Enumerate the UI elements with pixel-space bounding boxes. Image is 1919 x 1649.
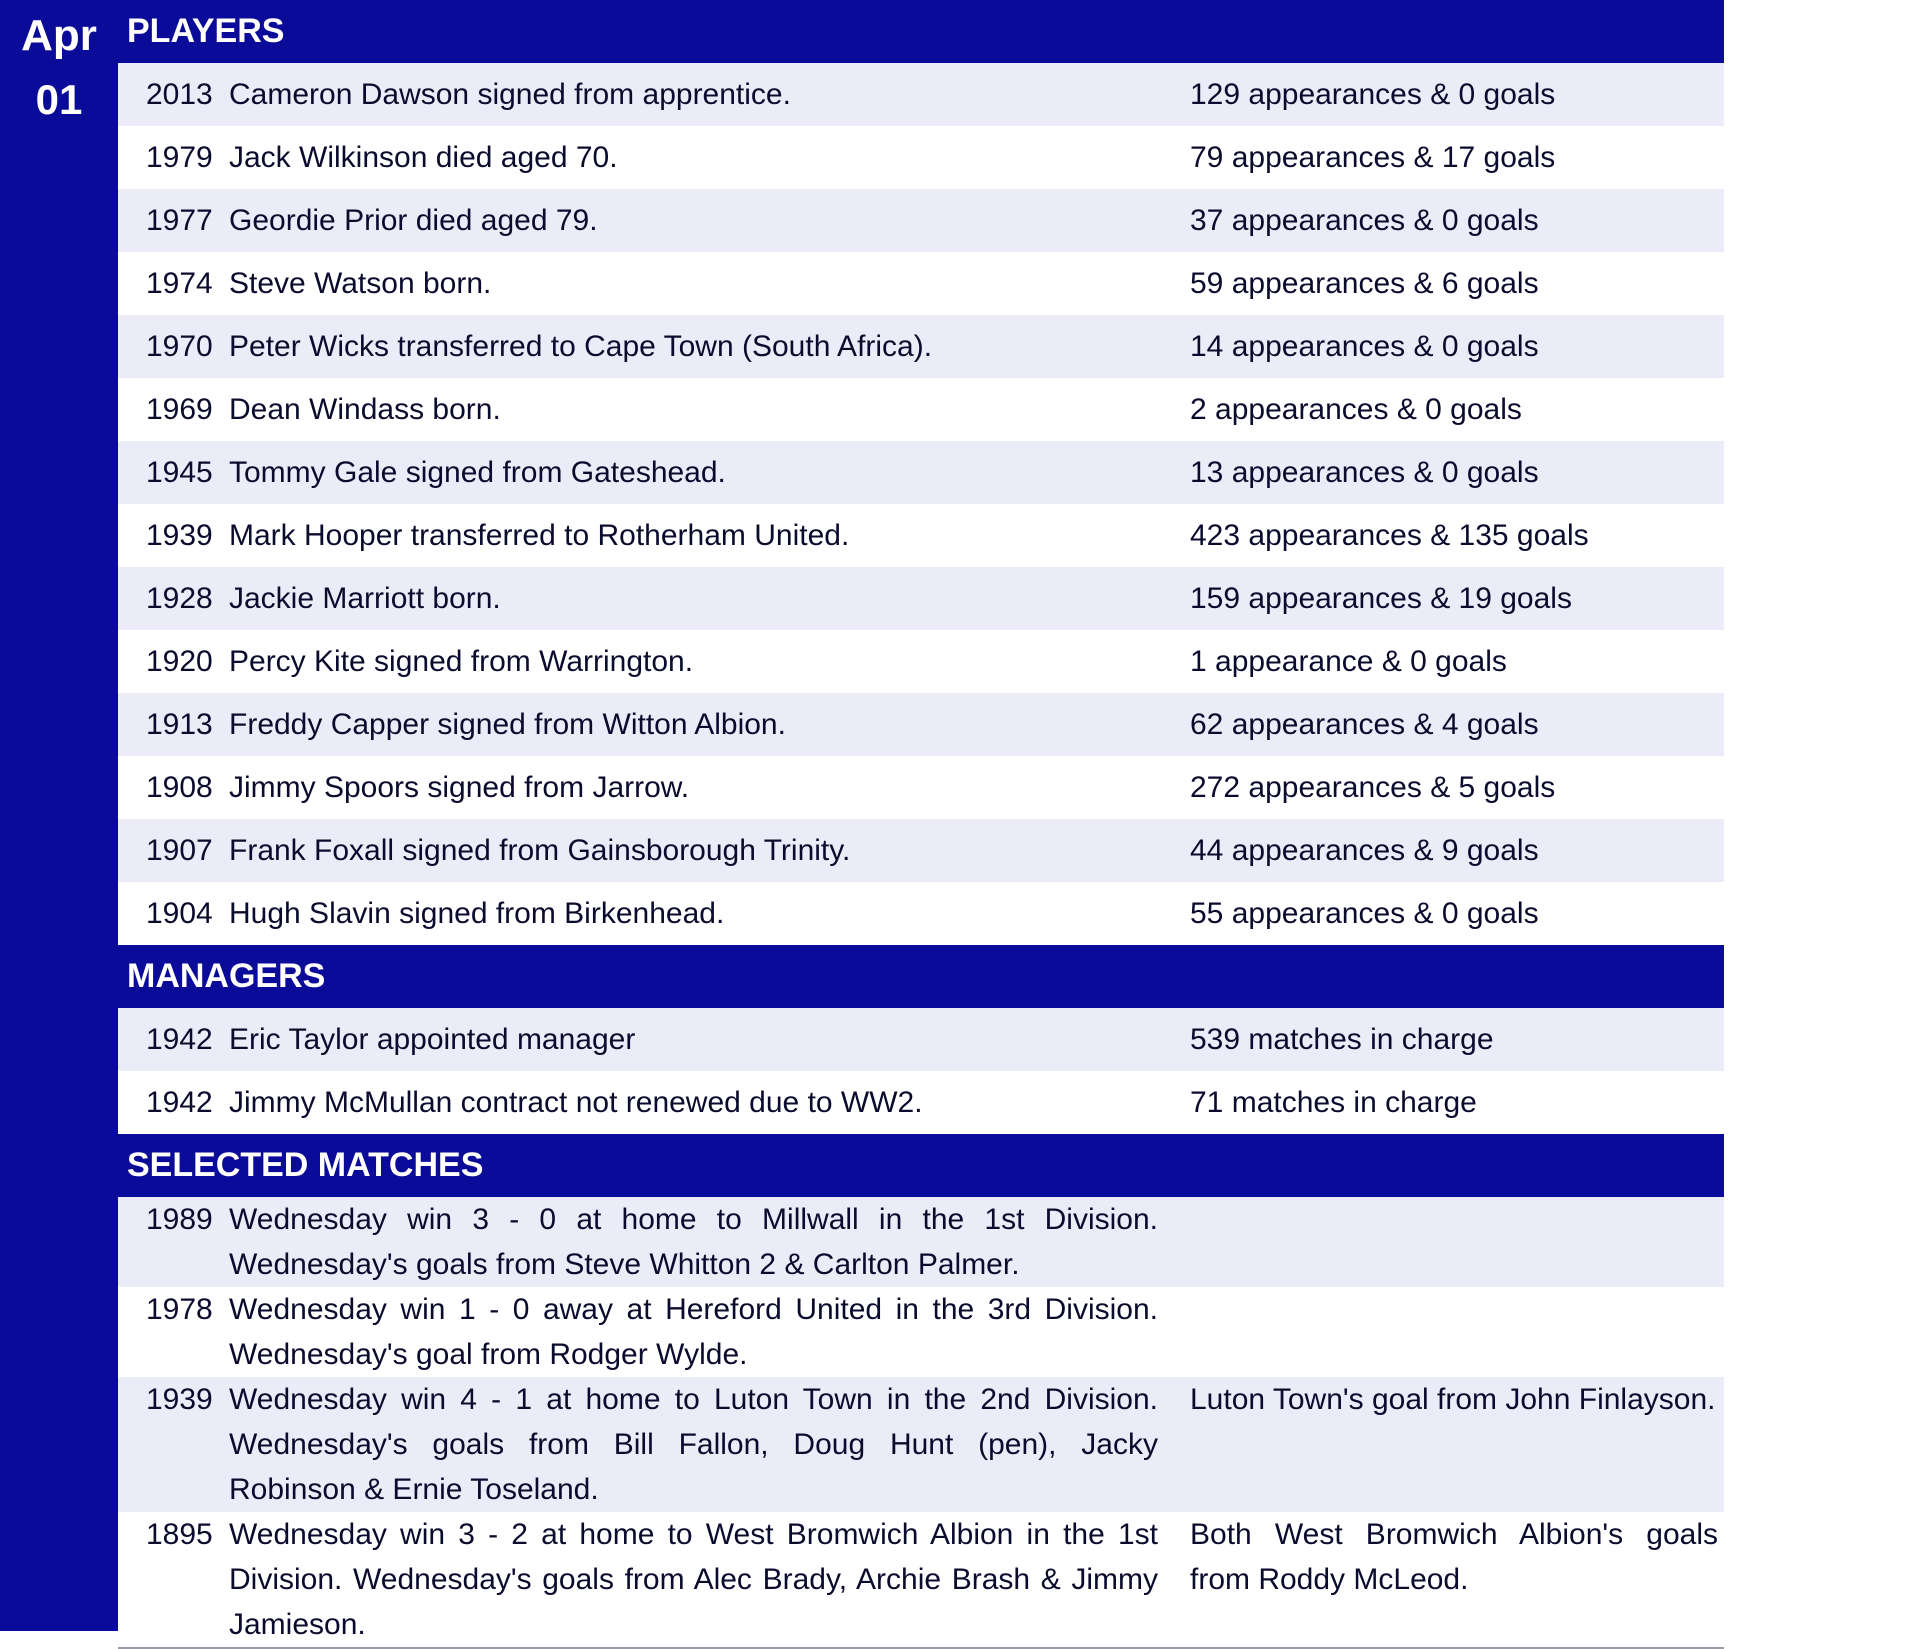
date-sidebar: [0, 0, 118, 1631]
players-row: [118, 567, 1724, 630]
managers-header: MANAGERS: [118, 945, 1724, 1008]
row-year: 1913: [146, 708, 213, 741]
row-event: Tommy Gale signed from Gateshead.: [229, 456, 726, 489]
row-stat: 1 appearance & 0 goals: [1190, 645, 1507, 678]
row-stat: 62 appearances & 4 goals: [1190, 708, 1539, 741]
row-year: 1920: [146, 645, 213, 678]
row-event: Jimmy Spoors signed from Jarrow.: [229, 771, 690, 804]
match-row: [118, 1197, 1724, 1287]
row-event: Cameron Dawson signed from apprentice.: [229, 78, 791, 111]
row-event: Frank Foxall signed from Gainsborough Trinity.: [229, 834, 851, 867]
row-event: Eric Taylor appointed manager: [229, 1023, 636, 1056]
row-stat: 59 appearances & 6 goals: [1190, 267, 1539, 300]
row-year: 1895: [146, 1518, 213, 1551]
row-year: 1942: [146, 1023, 213, 1056]
row-event: Hugh Slavin signed from Birkenhead.: [229, 897, 725, 930]
row-stat: 14 appearances & 0 goals: [1190, 330, 1539, 363]
row-event: Jimmy McMullan contract not renewed due to WW2.: [229, 1086, 923, 1119]
row-event: Jack Wilkinson died aged 70.: [229, 141, 618, 174]
row-year: 1969: [146, 393, 213, 426]
row-stat: 13 appearances & 0 goals: [1190, 456, 1539, 489]
players-row: [118, 882, 1724, 945]
row-event: Mark Hooper transferred to Rotherham United.: [229, 519, 850, 552]
date-day: 01: [35, 76, 83, 123]
managers-row: [118, 1008, 1724, 1071]
players-row: [118, 819, 1724, 882]
row-stat: 423 appearances & 135 goals: [1190, 519, 1589, 552]
row-event: Freddy Capper signed from Witton Albion.: [229, 708, 786, 741]
match-description: Wednesday win 1 - 0 away at Hereford United in the 3rd Division. Wednesday's goal from Rodger Wylde.: [229, 1293, 1158, 1371]
match-description: Wednesday win 4 - 1 at home to Luton Town in the 2nd Division. Wednesday's goals from Bill Fallon, Doug Hunt (pen), Jacky Robinson & Ernie Toseland.: [229, 1383, 1158, 1506]
row-stat: 159 appearances & 19 goals: [1190, 582, 1572, 615]
row-stat: 539 matches in charge: [1190, 1023, 1494, 1056]
players-row: [118, 63, 1724, 126]
row-year: 1945: [146, 456, 213, 489]
players-row: [118, 378, 1724, 441]
row-event: Jackie Marriott born.: [229, 582, 501, 615]
row-year: 1939: [146, 519, 213, 552]
row-year: 2013: [146, 78, 213, 111]
content: [118, 0, 1724, 1649]
row-year: 1939: [146, 1383, 213, 1416]
row-stat: 79 appearances & 17 goals: [1190, 141, 1556, 174]
date-month: Apr: [21, 11, 97, 60]
match-row: [118, 1512, 1724, 1647]
players-row: [118, 189, 1724, 252]
row-stat: 2 appearances & 0 goals: [1190, 393, 1522, 426]
match-description: Wednesday win 3 - 0 at home to Millwall in the 1st Division. Wednesday's goals from Steve Whitton 2 & Carlton Palmer.: [229, 1203, 1158, 1281]
row-year: 1974: [146, 267, 213, 300]
players-row: [118, 315, 1724, 378]
players-row: [118, 252, 1724, 315]
row-year: 1977: [146, 204, 213, 237]
row-event: Percy Kite signed from Warrington.: [229, 645, 694, 678]
players-row: [118, 693, 1724, 756]
players-header: PLAYERS: [118, 0, 1724, 63]
row-year: 1989: [146, 1203, 213, 1236]
row-event: Dean Windass born.: [229, 393, 501, 426]
row-stat: 44 appearances & 9 goals: [1190, 834, 1539, 867]
row-year: 1979: [146, 141, 213, 174]
row-year: 1907: [146, 834, 213, 867]
row-event: Peter Wicks transferred to Cape Town (South Africa).: [229, 330, 933, 363]
row-stat: 55 appearances & 0 goals: [1190, 897, 1539, 930]
row-event: Steve Watson born.: [229, 267, 492, 300]
players-row: [118, 756, 1724, 819]
row-year: 1978: [146, 1293, 213, 1326]
row-stat: 71 matches in charge: [1190, 1086, 1477, 1119]
row-year: 1970: [146, 330, 213, 363]
match-note: Luton Town's goal from John Finlayson.: [1190, 1383, 1716, 1416]
row-year: 1908: [146, 771, 213, 804]
players-row: [118, 126, 1724, 189]
players-row: [118, 630, 1724, 693]
match-row: [118, 1377, 1724, 1512]
managers-row: [118, 1071, 1724, 1134]
row-stat: 37 appearances & 0 goals: [1190, 204, 1539, 237]
match-note: Both West Bromwich Albion's goals from Roddy McLeod.: [1190, 1518, 1718, 1596]
match-row: [118, 1287, 1724, 1377]
match-description: Wednesday win 3 - 2 at home to West Bromwich Albion in the 1st Division. Wednesday's goals from Alec Brady, Archie Brash & Jimmy Jamieson.: [229, 1518, 1158, 1641]
players-row: [118, 504, 1724, 567]
row-stat: 272 appearances & 5 goals: [1190, 771, 1556, 804]
row-year: 1942: [146, 1086, 213, 1119]
row-stat: 129 appearances & 0 goals: [1190, 78, 1556, 111]
players-row: [118, 441, 1724, 504]
row-event: Geordie Prior died aged 79.: [229, 204, 598, 237]
matches-header: SELECTED MATCHES: [118, 1134, 1724, 1197]
row-year: 1928: [146, 582, 213, 615]
row-year: 1904: [146, 897, 213, 930]
